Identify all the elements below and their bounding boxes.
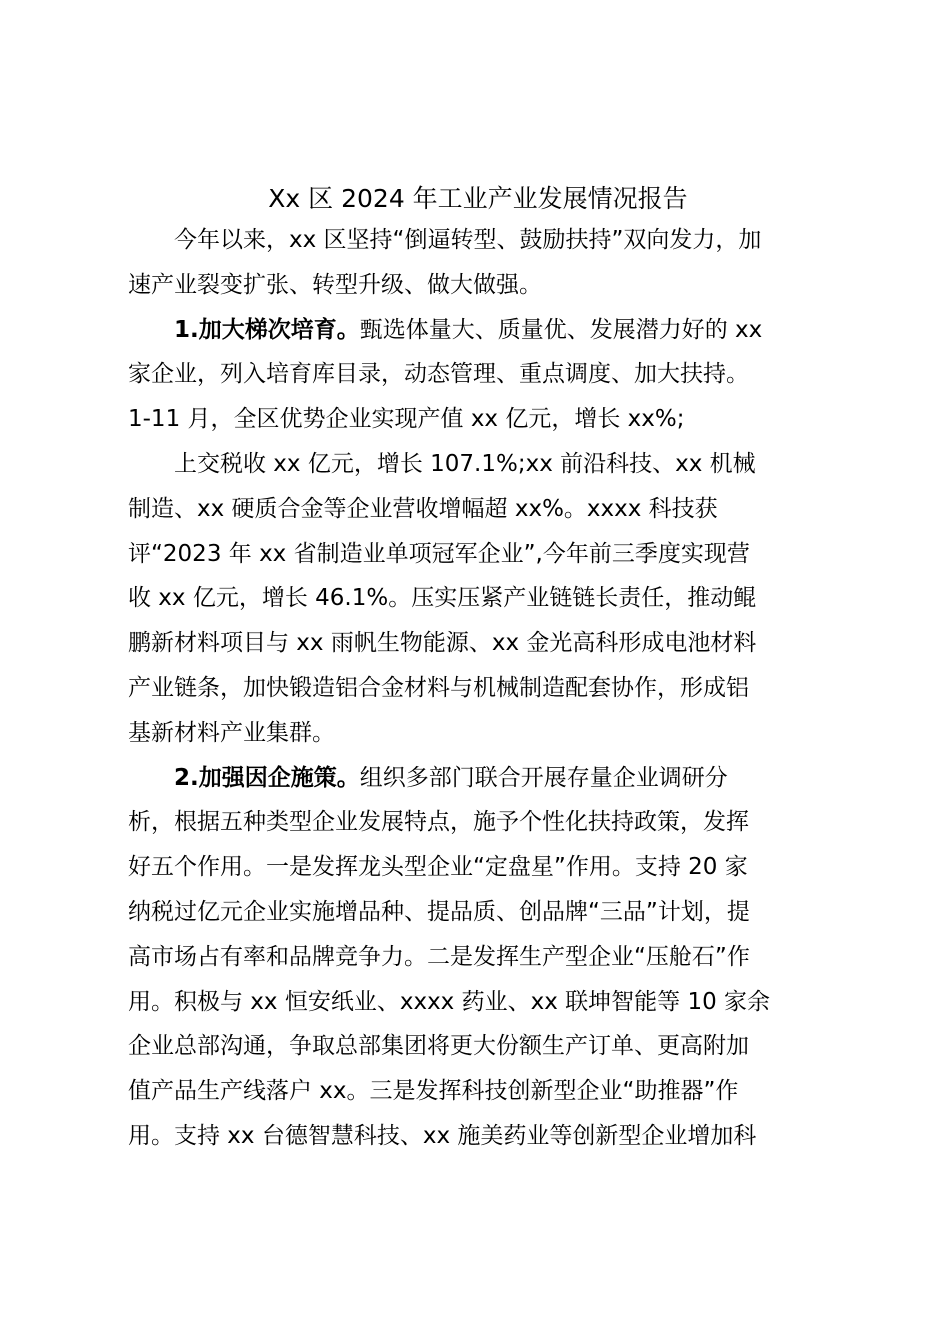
section-1-paragraph (128, 308, 828, 442)
intro-line-1: 今年以来，xx 区坚持“倒逼转型、鼓励扶持”双向发力，加 (174, 227, 762, 253)
section-2-line-9: 用。支持 xx 台德智慧科技、xx 施美药业等创新型企业增加科 (128, 1122, 757, 1149)
section-2-paragraph (128, 756, 828, 1159)
tax-line-3: 评“2023 年 xx 省制造业单项冠军企业”,今年前三季度实现营 (128, 540, 750, 567)
section-1-line-1-text: 甄选体量大、质量优、发展潜力好的 xx (359, 316, 763, 343)
section-2-line-8: 值产品生产线落户 xx。三是发挥科技创新型企业“助推器”作 (128, 1078, 739, 1105)
section-1-line-3: 1-11 月，全区优势企业实现产值 xx 亿元，增长 xx%; (128, 406, 685, 433)
section-1-line-2: 家企业，列入培育库目录，动态管理、重点调度、加大扶持。 (128, 361, 749, 388)
tax-line-5: 鹏新材料项目与 xx 雨帆生物能源、xx 金光高科形成电池材料 (128, 630, 757, 657)
tax-paragraph (128, 442, 828, 756)
section-2-line-6: 用。积极与 xx 恒安纸业、xxxx 药业、xx 联坤智能等 10 家余 (128, 988, 771, 1015)
section-1-lead: 1.加大梯次培育。 (174, 316, 360, 343)
document-body (128, 180, 828, 1159)
tax-line-6: 产业链条，加快锻造铝合金材料与机械制造配套协作，形成铝 (128, 674, 749, 701)
tax-line-1: 上交税收 xx 亿元，增长 107.1%;xx 前沿科技、xx 机械 (174, 450, 756, 477)
tax-line-7: 基新材料产业集群。 (128, 719, 335, 746)
section-2-lead: 2.加强因企施策。 (174, 764, 360, 791)
section-2-line-7: 企业总部沟通，争取总部集团将更大份额生产订单、更高附加 (128, 1033, 749, 1060)
tax-line-4: 收 xx 亿元，增长 46.1%。压实压紧产业链链长责任，推动鲲 (128, 585, 757, 612)
section-2-line-1-text: 组织多部门联合开展存量企业调研分 (359, 764, 728, 791)
document-title: Xx 区 2024 年工业产业发展情况报告 (268, 184, 688, 213)
section-2-line-1 (128, 756, 828, 801)
section-2-line-5: 高市场占有率和品牌竞争力。二是发挥生产型企业“压舱石”作 (128, 943, 750, 970)
section-2-line-3: 好五个作用。一是发挥龙头型企业“定盘星”作用。支持 20 家 (128, 854, 748, 881)
section-1-line-1 (128, 308, 828, 353)
intro-line-2: 速产业裂变扩张、转型升级、做大做强。 (128, 271, 542, 298)
section-2-line-4: 纳税过亿元企业实施增品种、提品质、创品牌“三品”计划，提 (128, 898, 750, 925)
tax-line-2: 制造、xx 硬质合金等企业营收增幅超 xx%。xxxx 科技获 (128, 495, 718, 522)
intro-paragraph (128, 218, 828, 308)
section-2-line-2: 析，根据五种类型企业发展特点，施予个性化扶持政策，发挥 (128, 809, 749, 836)
